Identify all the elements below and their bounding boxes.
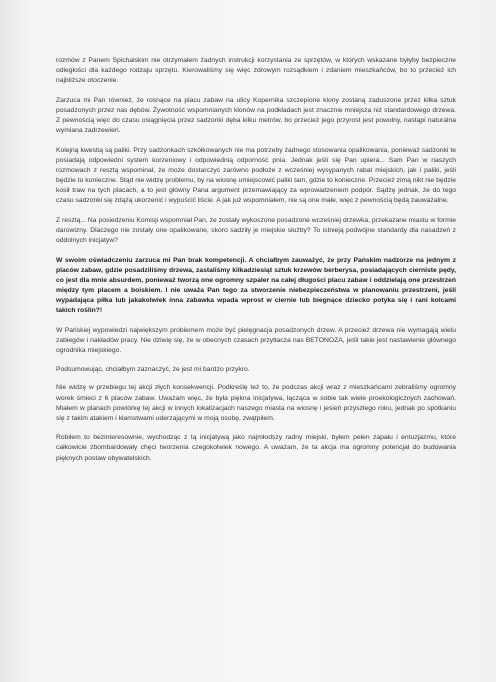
paragraph-9: Robiłem to bezinteresownie, wychodząc z tą inicjatywą jako najmłodszy radny miejski, byłem pełen zapału i entuzjazmu, które całkowicie zbombardowały chęci tworzenia czegokolwiek nowego. A uważam, że ta akcja ma ogromny potencjał do budowania pięknych postaw obywatelskich. bbox=[56, 434, 456, 462]
paragraph-4: Z resztą... Na posiedzeniu Komisji wspomniał Pan, że zostały wykoszone posadzone wcześniej drzewka, przekazane miastu w formie darowizny. Dlaczego nie zostały one opalikowane, skoro sadziły je miejskie służby? To istnieją podwójne standardy dla nasadzeń z oddolnych inicjatyw? bbox=[56, 216, 456, 244]
paragraph-2: Zarzuca mi Pan również, że rosnące na placu zabaw na ulicy Kopernika szczepione klony zostaną zaduszone przez kilka sztuk posadzonych przez nas dębów. Żywotność wspomnianych klonów na podkładach jest znacznie mniejsza niż standardowego drzewa. Z pewnością więc do czasu osiągnięcia przez sadzonki dęba kilku metrów, bo przecież jego przyrost jest powolny, nastąpi naturalna wymiana zadrzewień. bbox=[56, 96, 456, 135]
paragraph-8: Nie widzę w przebiegu tej akcji złych konsekwencji. Podkreślę też to, że podczas akcji wraz z mieszkańcami zebraliśmy ogromny worek śmieci z 6 placów zabaw. Uważam więc, że była piękna inicjatywa, łącząca w sobie tak wiele proekologicznych zachowań. Miałem w planach powtórkę tej akcji w innych lokalizacjach naszego miasta na wiosnę i jesień przyszłego roku, jednak po spotkaniu się z takim atakiem i kłamstwami uderzającymi w moją osobę, zwątpiłem. bbox=[56, 384, 456, 422]
paragraph-5-bold: W swoim oświadczeniu zarzuca mi Pan brak kompetencji. A chciałbym zauważyć, że przy Pańskim nadzorze na jednym z placów zabaw, gdzie posadziliśmy drzewa, zastaliśmy kilkadziesiąt sztuk krzewów berberysa, posiadających cierniste pędy, co jest dla mnie absurdem, ponieważ tworzą one ogromny szpaler na całej długości placu zabaw i oddzielają one przestrzeń między tym placem a boiskiem. I nie uważa Pan tego za stworzenie niebezpieczeństwa w planowaniu przestrzeni, jeśli wypadająca piłka lub jakakolwiek inna zabawka wpada wprost w ciernie lub biegnące dziecko potyka się i rani kolcami takich roślin?! bbox=[56, 256, 456, 314]
paragraph-7: Podsumowując, chciałbym zaznaczyć, że jest mi bardzo przykro. bbox=[56, 366, 250, 374]
paragraph-6: W Pańskiej wypowiedzi największym problemem może być pielęgnacja posadzonych drzew. A przecież drzewa nie wymagają wielu zabiegów i nakładów pracy. Nie dziwię się, że w obecnych czasach przytłacza nas BETONOZA, jeśli takie jest nastawienie głównego ogrodnika miejskiego. bbox=[56, 326, 456, 354]
paragraph-3: Kolejną kwestią są paliki. Przy sadzonkach szkółkowanych nie ma potrzeby żadnego stosowania opalikowania, ponieważ sadzonki te posiadają odpowiedni system korzeniowy i odpowiednią odporność pnia. Jednak jeśli się Pan upiera... Sam Pan w naszych rozmowach z resztą wspominał, że może dostarczyć zarówno podłoże z wcześniej wysypanych rabat miejskich, jak i paliki, jeśli będzie to konieczne. Stąd nie widzę problemu, by na wiosnę umiejscowić paliki tam, gdzie to konieczne. Przecież zimą nikt nie będzie kosił traw na tych placach, a to jest główny Pana argument przemawiający za wprowadzeniem podpór. Sądzę jednak, że do tego czasu sadzonki się zdążą ukorzenić i wypuścić liście. A jak już wspomniałem, nie są one małe, więc z pewnością będą zauważalne. bbox=[56, 146, 456, 205]
paragraph-1: rozmów z Panem Spichalskim nie otrzymałem żadnych instrukcji korzystania ze sprzętów, w których wskazane byłyby bezpieczne odległości dla każdego rodzaju sprzętu. Kierowaliśmy się więc zdrowym rozsądkiem i zdaniem mieszkańców, bo to przecież ich najbliższe otoczenie. bbox=[56, 57, 456, 85]
document-body bbox=[56, 56, 456, 473]
